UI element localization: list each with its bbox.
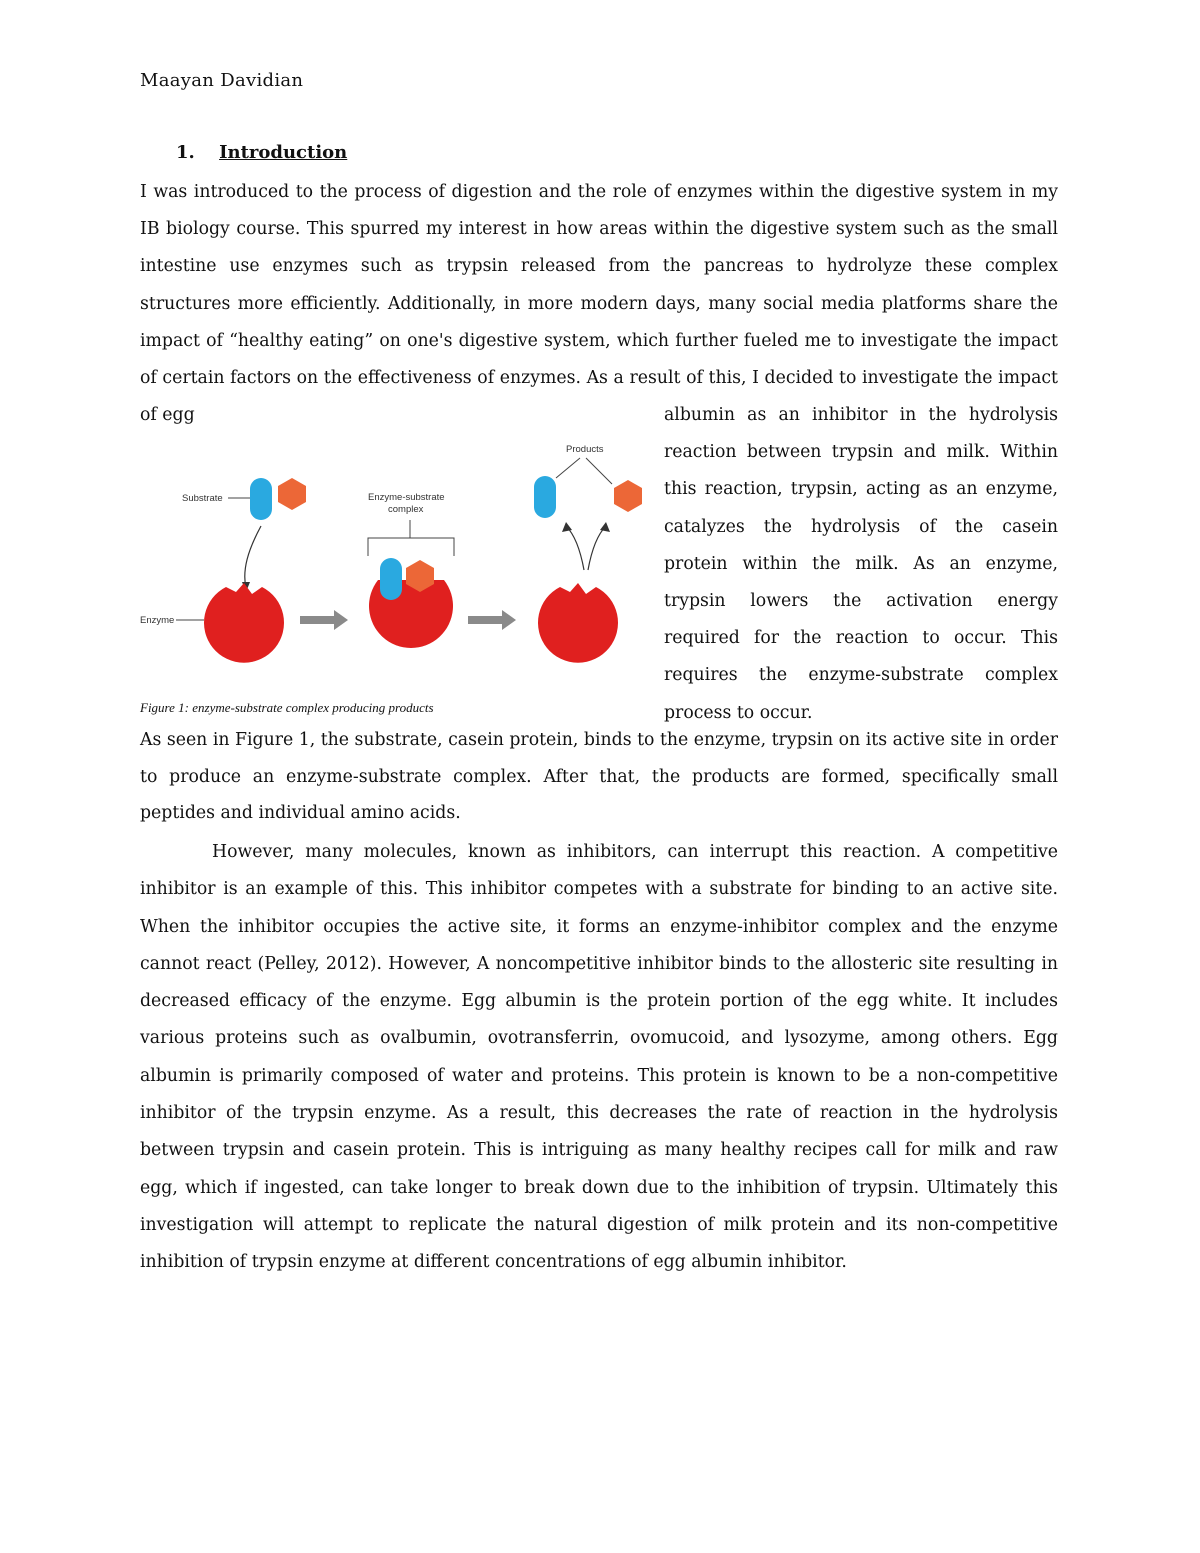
figure-explanation-paragraph: As seen in Figure 1, the substrate, casein protein, binds to the enzyme, trypsin on its active site in order to produce an enzyme-substrate complex. After that, the products are formed, specifically small peptides and individual amino acids. xyxy=(140,730,1058,823)
enzyme-shape-3 xyxy=(538,583,618,663)
caption-text: enzyme-substrate complex producing products xyxy=(188,700,434,715)
complex-label-line2: complex xyxy=(388,504,424,515)
caption-label: Figure 1: xyxy=(140,700,189,715)
process-arrow-2 xyxy=(468,610,516,630)
products-leader-right xyxy=(586,458,612,484)
products-label: Products xyxy=(566,444,604,455)
figure-caption xyxy=(140,700,434,716)
section-heading xyxy=(176,142,347,163)
inhibitor-paragraph xyxy=(140,834,1058,1282)
complex-bracket xyxy=(368,538,454,556)
substrate-orange-hexagon xyxy=(278,478,306,510)
substrate-blue-shape xyxy=(250,478,272,520)
enzyme-label: Enzyme xyxy=(140,615,175,626)
process-arrow-1 xyxy=(300,610,348,630)
product-orange-hexagon xyxy=(614,480,642,512)
complex-label-line1: Enzyme-substrate xyxy=(368,492,445,503)
product-blue-shape xyxy=(534,476,556,518)
release-curve-right xyxy=(588,526,606,570)
enzyme-substrate-figure xyxy=(136,430,656,670)
binding-curve-arrow xyxy=(245,526,261,588)
author-header: Maayan Davidian xyxy=(140,70,304,91)
substrate-label: Substrate xyxy=(182,493,223,504)
inhibitor-paragraph-text: However, many molecules, known as inhibitors, can interrupt this reaction. A competitive inhibitor is an example of this. This inhibitor competes with a substrate for binding to an active site. When the inhibitor occupies the active site, it forms an enzyme-inhibitor complex and the enzyme cannot react (Pelley, 2012). However, A noncompetitive inhibitor binds to the allosteric site resulting in decreased efficacy of the enzyme. Egg albumin is the protein portion of the egg white. It includes various proteins such as ovalbumin, ovotransferrin, ovomucoid, and lysozyme, among others. Egg albumin is primarily composed of water and proteins. This protein is known to be a non-competitive inhibitor of the trypsin enzyme. As a result, this decreases the rate of reaction in the hydrolysis between trypsin and casein protein. This is intriguing as many healthy recipes call for milk and raw egg, which if ingested, can take longer to break down due to the inhibition of trypsin. Ultimately this investigation will attempt to replicate the natural digestion of milk protein and its non-competitive inhibition of trypsin enzyme at different concentrations of egg albumin inhibitor. xyxy=(140,842,1058,1273)
intro-paragraph-narrow: albumin as an inhibitor in the hydrolysis reaction between trypsin and milk. Within this reaction, trypsin, acting as an enzyme, catalyzes the hydrolysis of the casein protein within the milk. As an enzyme, trypsin lowers the activation energy required for the reaction to occur. This requires the enzyme-substrate complex process to occur. xyxy=(664,405,1058,723)
section-number: 1. xyxy=(176,142,195,163)
products-leader-left xyxy=(556,458,580,478)
enzyme-shape-1 xyxy=(204,583,284,663)
complex-blue-shape xyxy=(380,558,402,600)
intro-paragraph-wide: I was introduced to the process of digestion and the role of enzymes within the digestive system in my IB biology course. This spurred my interest in how areas within the digestive system such as the small intestine use enzymes such as trypsin released from the pancreas to hydrolyze these complex structures more efficiently. Additionally, in more modern days, many social media platforms share the impact of “healthy eating” on one's digestive system, which further fueled me to investigate the impact of certain factors on the effectiveness of enzymes. As a result of this, I decided to investigate the impact of egg xyxy=(140,182,1058,426)
release-curve-left xyxy=(566,526,584,570)
section-title: Introduction xyxy=(219,142,348,163)
